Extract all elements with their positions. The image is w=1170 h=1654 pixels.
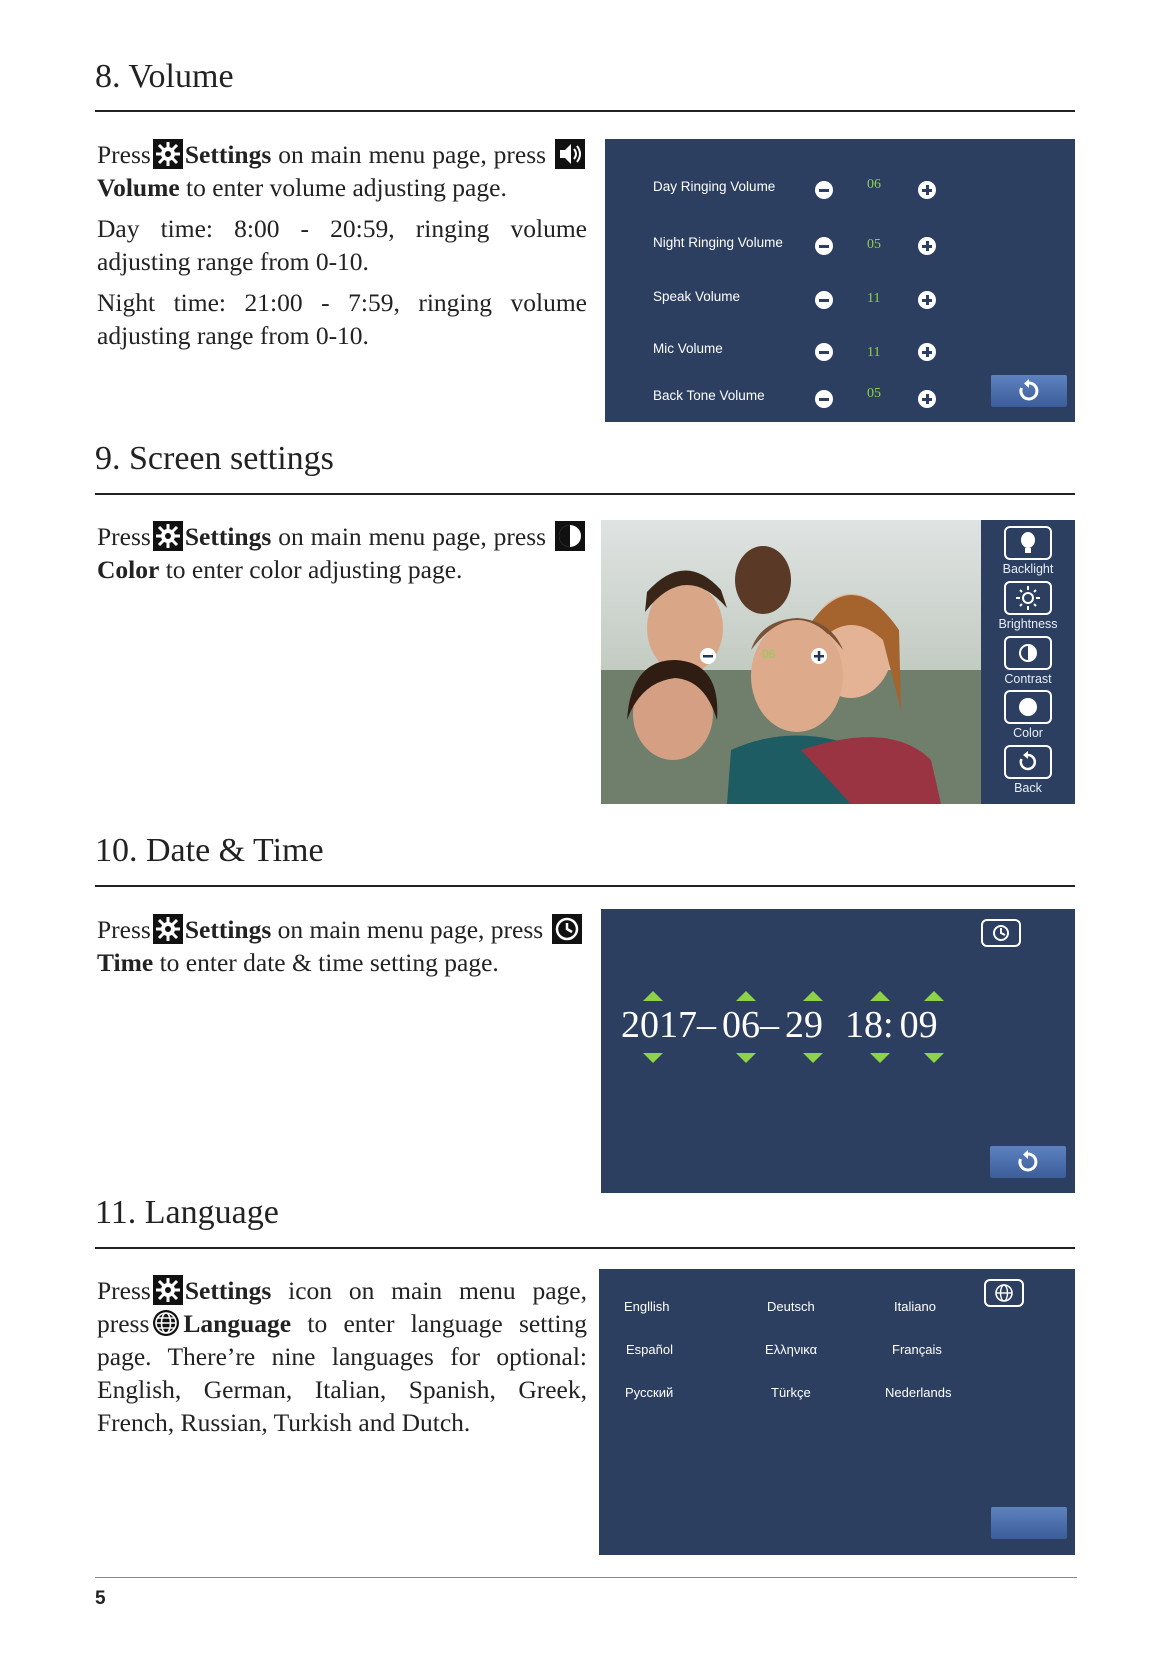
color-icon [1004, 690, 1052, 724]
minute-up-arrow[interactable] [924, 991, 944, 1001]
divider [95, 1247, 1075, 1249]
back-icon [1016, 1150, 1040, 1174]
language-option[interactable]: Italiano [894, 1299, 936, 1314]
footer-divider [95, 1577, 1077, 1578]
settings-icon [153, 521, 183, 551]
minute-down-arrow[interactable] [924, 1053, 944, 1063]
datetime-display: 2017– 06– 29 18: 09 [621, 1004, 938, 1046]
globe-icon [151, 1308, 181, 1338]
language-option[interactable]: Türkçe [771, 1385, 811, 1400]
screen-sidebar [981, 520, 1075, 804]
minus-icon[interactable] [815, 291, 833, 309]
settings-icon [153, 1275, 183, 1305]
language-option[interactable]: Français [892, 1342, 942, 1357]
minute-field[interactable]: 09 [899, 1004, 938, 1046]
volume-settings-screen [605, 139, 1075, 422]
section-title-screen: 9. Screen settings [95, 440, 334, 477]
color-button[interactable]: Color [987, 690, 1069, 740]
volume-row [605, 283, 1075, 313]
section-title-volume: 8. Volume [95, 58, 234, 95]
volume-value: 11 [867, 345, 881, 360]
volume-value: 11 [867, 291, 881, 306]
plus-icon[interactable] [918, 237, 936, 255]
page-number: 5 [95, 1588, 106, 1609]
volume-label: Speak Volume [653, 289, 741, 304]
clock-icon [552, 914, 582, 944]
back-button[interactable] [991, 1507, 1067, 1539]
month-down-arrow[interactable] [736, 1053, 756, 1063]
divider [95, 493, 1075, 495]
speaker-icon [555, 139, 585, 169]
plus-icon[interactable] [918, 390, 936, 408]
plus-icon[interactable] [918, 181, 936, 199]
volume-value: 06 [867, 177, 881, 192]
minus-icon[interactable] [815, 390, 833, 408]
brightness-button[interactable]: Brightness [987, 581, 1069, 631]
volume-label: Mic Volume [653, 341, 723, 356]
volume-label: Night Ringing Volume [653, 235, 783, 250]
backlight-button[interactable]: Backlight [987, 526, 1069, 576]
hour-down-arrow[interactable] [870, 1053, 890, 1063]
minus-icon[interactable] [815, 181, 833, 199]
day-field[interactable]: 29 [785, 1004, 823, 1046]
volume-label: Day Ringing Volume [653, 179, 776, 194]
contrast-button[interactable]: Contrast [987, 636, 1069, 686]
settings-icon [153, 139, 183, 169]
globe-icon [984, 1279, 1024, 1307]
volume-value: 05 [867, 237, 881, 252]
plus-icon[interactable] [918, 343, 936, 361]
day-down-arrow[interactable] [803, 1053, 823, 1063]
month-field[interactable]: 06 [722, 1004, 760, 1046]
volume-row [605, 173, 1075, 203]
language-option[interactable]: Ελληνικα [765, 1342, 818, 1357]
language-text: Press Settings icon on main menu page, press Language to enter language setting page. There’re nine languages for optional: English, German, Italian, Spanish, Greek, French, Russian, Turkish and Dutch. [97, 1276, 587, 1437]
volume-text: Press Settings on main menu page, press Volume to enter volume adjusting page. Day time: 8:00 - 20:59, ringing volume adjusting range from 0-10. Night time: 21:00 - 7:59, ringing volume adjusting range from 0-10. [97, 140, 587, 350]
year-up-arrow[interactable] [643, 991, 663, 1001]
language-option[interactable]: Deutsch [767, 1299, 815, 1314]
hour-field[interactable]: 18 [845, 1004, 883, 1046]
language-option[interactable]: Español [626, 1342, 673, 1357]
sun-icon [1004, 581, 1052, 615]
divider [95, 110, 1075, 112]
minus-icon[interactable] [815, 237, 833, 255]
divider [95, 885, 1075, 887]
camera-photo [601, 520, 981, 804]
back-button[interactable] [990, 1146, 1066, 1178]
minus-icon[interactable] [815, 343, 833, 361]
contrast-icon [1004, 636, 1052, 670]
datetime-settings-screen [601, 909, 1075, 1193]
color-icon [555, 521, 585, 551]
volume-value: 05 [867, 386, 881, 401]
language-option[interactable]: Nederlands [885, 1385, 952, 1400]
clock-icon [981, 919, 1021, 947]
volume-row [605, 335, 1075, 365]
hour-up-arrow[interactable] [870, 991, 890, 1001]
back-icon [1004, 745, 1052, 779]
section-title-datetime: 10. Date & Time [95, 832, 324, 869]
volume-label: Back Tone Volume [653, 388, 765, 403]
back-button[interactable] [991, 375, 1067, 407]
screen-settings-screen [601, 520, 1075, 804]
language-option[interactable]: Engllish [624, 1299, 670, 1314]
settings-icon [153, 914, 183, 944]
volume-row [605, 229, 1075, 259]
back-icon [1017, 379, 1041, 403]
datetime-text: Press Settings on main menu page, press Time to enter date & time setting page. [97, 913, 597, 987]
screen-value: 06 [762, 647, 776, 661]
year-down-arrow[interactable] [643, 1053, 663, 1063]
back-button[interactable]: Back [987, 745, 1069, 795]
plus-icon[interactable] [918, 291, 936, 309]
language-settings-screen [599, 1269, 1075, 1555]
language-option[interactable]: Русский [625, 1385, 674, 1400]
section-title-language: 11. Language [95, 1194, 279, 1231]
screen-text: Press Settings on main menu page, press Color to enter color adjusting page. [97, 520, 587, 594]
month-up-arrow[interactable] [736, 991, 756, 1001]
bulb-icon [1004, 526, 1052, 560]
day-up-arrow[interactable] [803, 991, 823, 1001]
year-field[interactable]: 2017 [621, 1004, 697, 1046]
